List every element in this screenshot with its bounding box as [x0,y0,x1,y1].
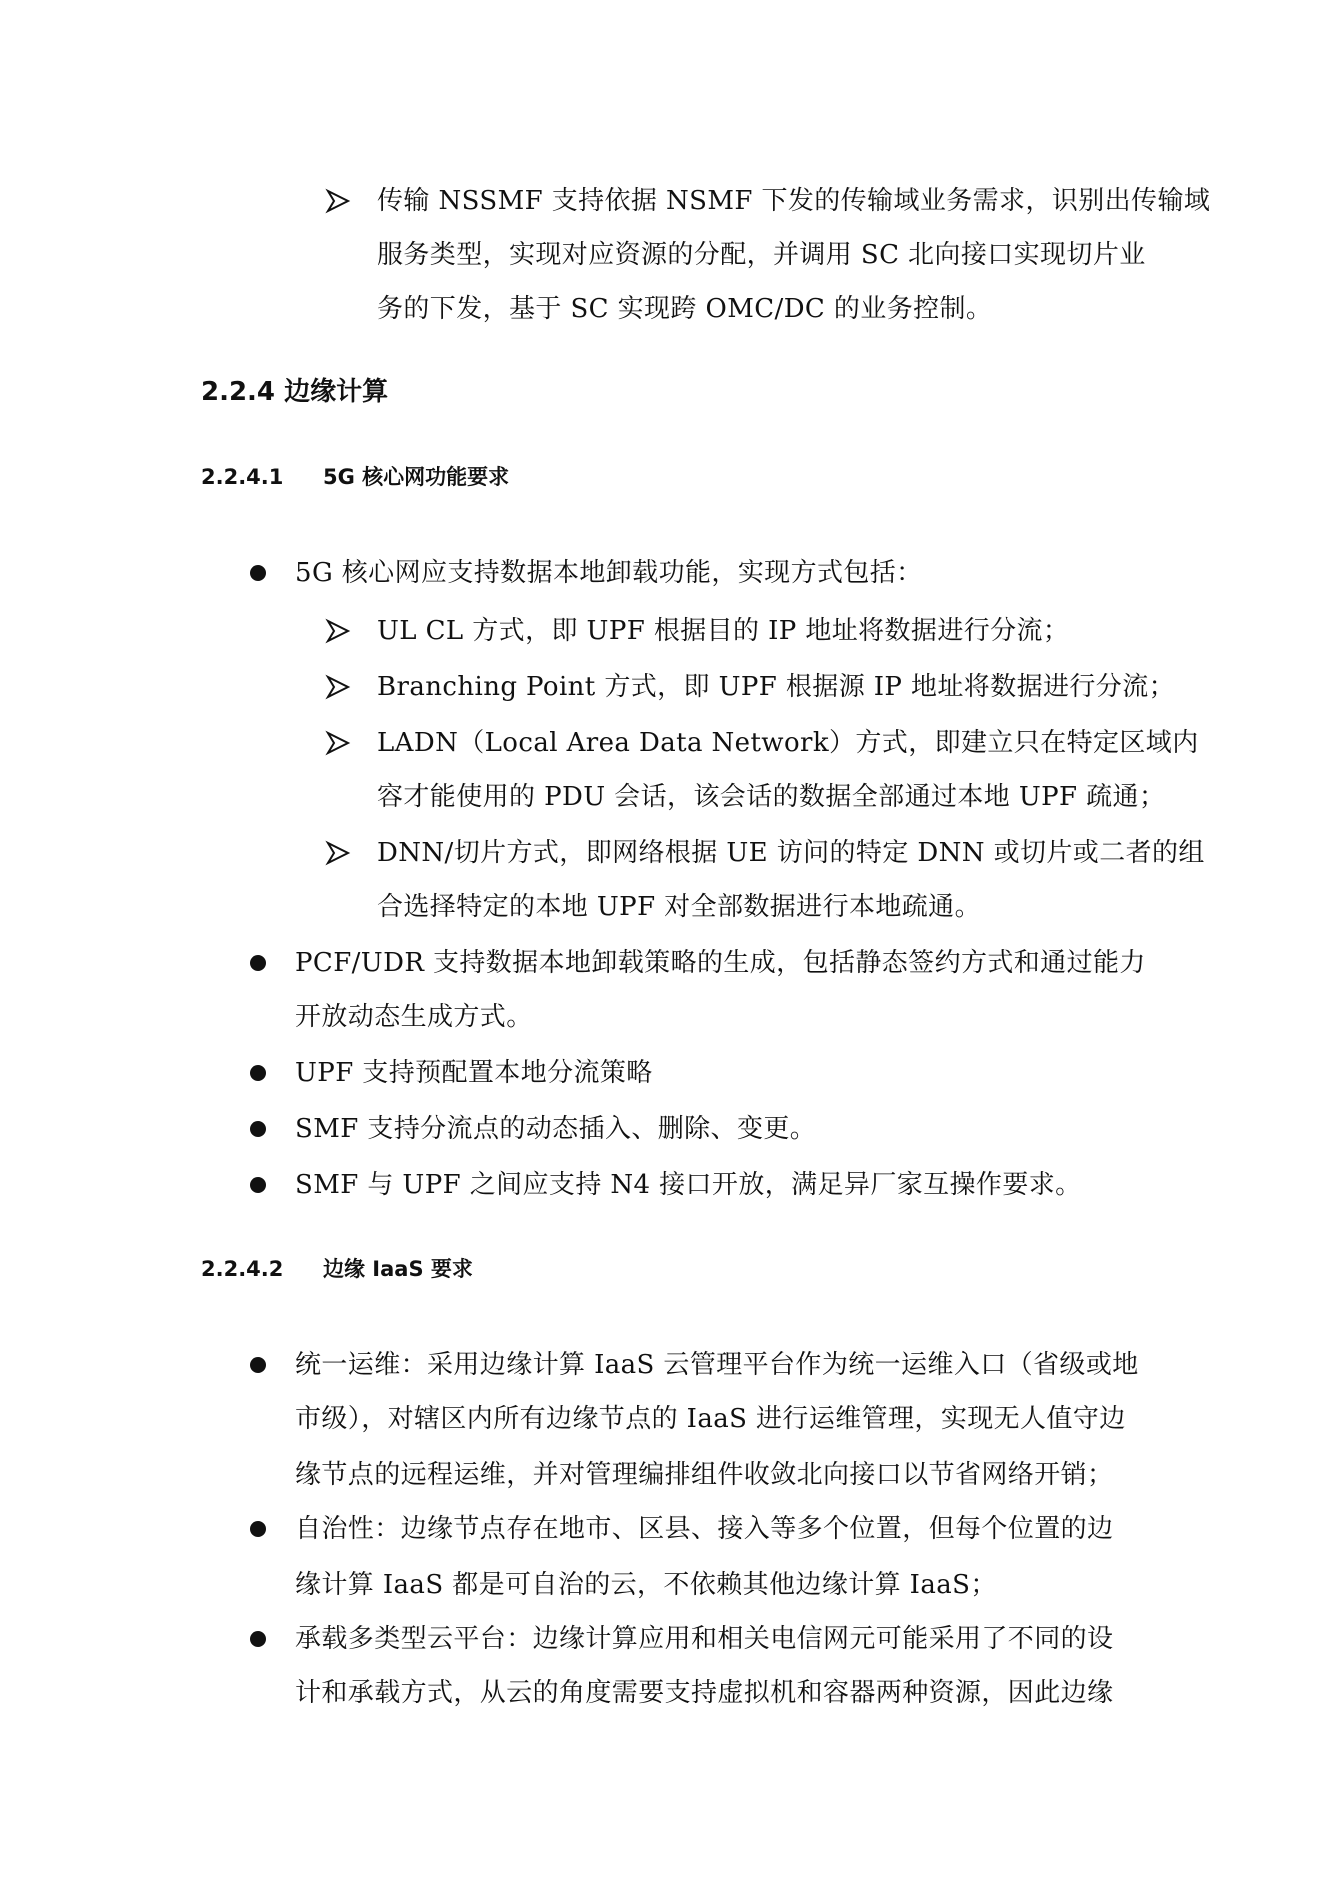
intro-item-line-2: 服务类型，实现对应资源的分配，并调用 SC 北向接口实现切片业 [377,240,1146,270]
section-number: 2.2.4.1 [201,465,284,489]
arrow-bullet-icon [325,618,351,644]
core-item-4-line-1: SMF 支持分流点的动态插入、删除、变更。 [295,1114,817,1144]
core-item-2-line-1: PCF/UDR 支持数据本地卸载策略的生成，包括静态签约方式和通过能力 [295,948,1146,978]
core-item-5-line-1: SMF 与 UPF 之间应支持 N4 接口开放，满足异厂家互操作要求。 [295,1170,1082,1200]
offload-method-2-line-1: Branching Point 方式，即 UPF 根据源 IP 地址将数据进行分流； [377,672,1175,702]
round-bullet-icon [250,1521,266,1537]
section-title: 边缘计算 [284,377,389,407]
section-heading-2-2-4 [201,375,388,409]
section-heading-2-2-4-1 [201,462,509,492]
section-number: 2.2.4.2 [201,1257,284,1281]
arrow-bullet-icon [325,188,351,214]
iaas-item-3-line-1: 承载多类型云平台：边缘计算应用和相关电信网元可能采用了不同的设 [295,1624,1114,1654]
arrow-bullet-icon [325,840,351,866]
section-number: 2.2.4 [201,377,276,407]
core-item-3-line-1: UPF 支持预配置本地分流策略 [295,1058,653,1088]
iaas-item-2-line-2: 缘计算 IaaS 都是可自治的云，不依赖其他边缘计算 IaaS； [295,1570,997,1600]
round-bullet-icon [250,1631,266,1647]
iaas-item-3-line-2: 计和承载方式，从云的角度需要支持虚拟机和容器两种资源，因此边缘 [295,1678,1114,1708]
intro-item-line-3: 务的下发，基于 SC 实现跨 OMC/DC 的业务控制。 [377,294,993,324]
arrow-bullet-icon [325,730,351,756]
core-item-2-line-2: 开放动态生成方式。 [295,1002,533,1032]
iaas-item-1-line-1: 统一运维：采用边缘计算 IaaS 云管理平台作为统一运维入口（省级或地 [295,1350,1139,1380]
iaas-item-2-line-1: 自治性：边缘节点存在地市、区县、接入等多个位置，但每个位置的边 [295,1514,1114,1544]
iaas-item-1-line-2: 市级），对辖区内所有边缘节点的 IaaS 进行运维管理，实现无人值守边 [295,1404,1126,1434]
round-bullet-icon [250,565,266,581]
round-bullet-icon [250,955,266,971]
section-title: 边缘 IaaS 要求 [323,1257,473,1281]
offload-method-4-line-1: DNN/切片方式，即网络根据 UE 访问的特定 DNN 或切片或二者的组 [377,838,1205,868]
section-heading-2-2-4-2 [201,1254,473,1284]
core-item-1-line-1: 5G 核心网应支持数据本地卸载功能，实现方式包括： [295,558,923,588]
iaas-item-1-line-3: 缘节点的远程运维，并对管理编排组件收敛北向接口以节省网络开销； [295,1460,1114,1490]
round-bullet-icon [250,1177,266,1193]
offload-method-3-line-2: 容才能使用的 PDU 会话，该会话的数据全部通过本地 UPF 疏通； [377,782,1166,812]
round-bullet-icon [250,1357,266,1373]
offload-method-1-line-1: UL CL 方式，即 UPF 根据目的 IP 地址将数据进行分流； [377,616,1070,646]
offload-method-3-line-1: LADN（Local Area Data Network）方式，即建立只在特定区域内 [377,728,1199,758]
section-title: 5G 核心网功能要求 [323,465,510,489]
round-bullet-icon [250,1121,266,1137]
intro-item-line-1: 传输 NSSMF 支持依据 NSMF 下发的传输域业务需求，识别出传输域 [377,186,1211,216]
round-bullet-icon [250,1065,266,1081]
arrow-bullet-icon [325,674,351,700]
offload-method-4-line-2: 合选择特定的本地 UPF 对全部数据进行本地疏通。 [377,892,981,922]
